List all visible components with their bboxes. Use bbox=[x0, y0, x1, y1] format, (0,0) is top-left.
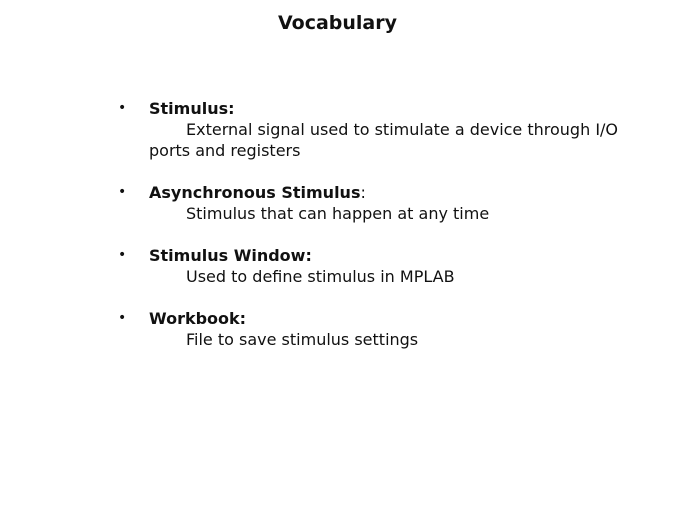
term-suffix: : bbox=[360, 183, 366, 202]
vocabulary-item-workbook bbox=[118, 308, 638, 350]
vocabulary-item-stimulus bbox=[118, 98, 638, 161]
vocabulary-definition: Used to define stimulus in MPLAB bbox=[186, 267, 455, 286]
vocabulary-item-stimulus-window bbox=[118, 245, 638, 287]
vocabulary-term: Stimulus Window: bbox=[149, 246, 312, 265]
vocabulary-item-asynchronous-stimulus bbox=[118, 182, 638, 224]
vocabulary-term: Workbook: bbox=[149, 309, 247, 328]
vocabulary-term: Stimulus: bbox=[149, 99, 235, 118]
slide-title: Vocabulary bbox=[277, 12, 398, 34]
vocabulary-term: Asynchronous Stimulus bbox=[149, 183, 361, 202]
bullet-icon: • bbox=[118, 310, 127, 326]
bullet-icon: • bbox=[118, 184, 127, 200]
vocabulary-definition: External signal used to stimulate a device through I/O ports and registers bbox=[149, 120, 619, 160]
vocabulary-definition: Stimulus that can happen at any time bbox=[186, 204, 490, 223]
bullet-icon: • bbox=[118, 100, 127, 116]
vocabulary-definition: File to save stimulus settings bbox=[186, 330, 419, 349]
bullet-icon: • bbox=[118, 247, 127, 263]
vocabulary-list bbox=[118, 98, 638, 371]
